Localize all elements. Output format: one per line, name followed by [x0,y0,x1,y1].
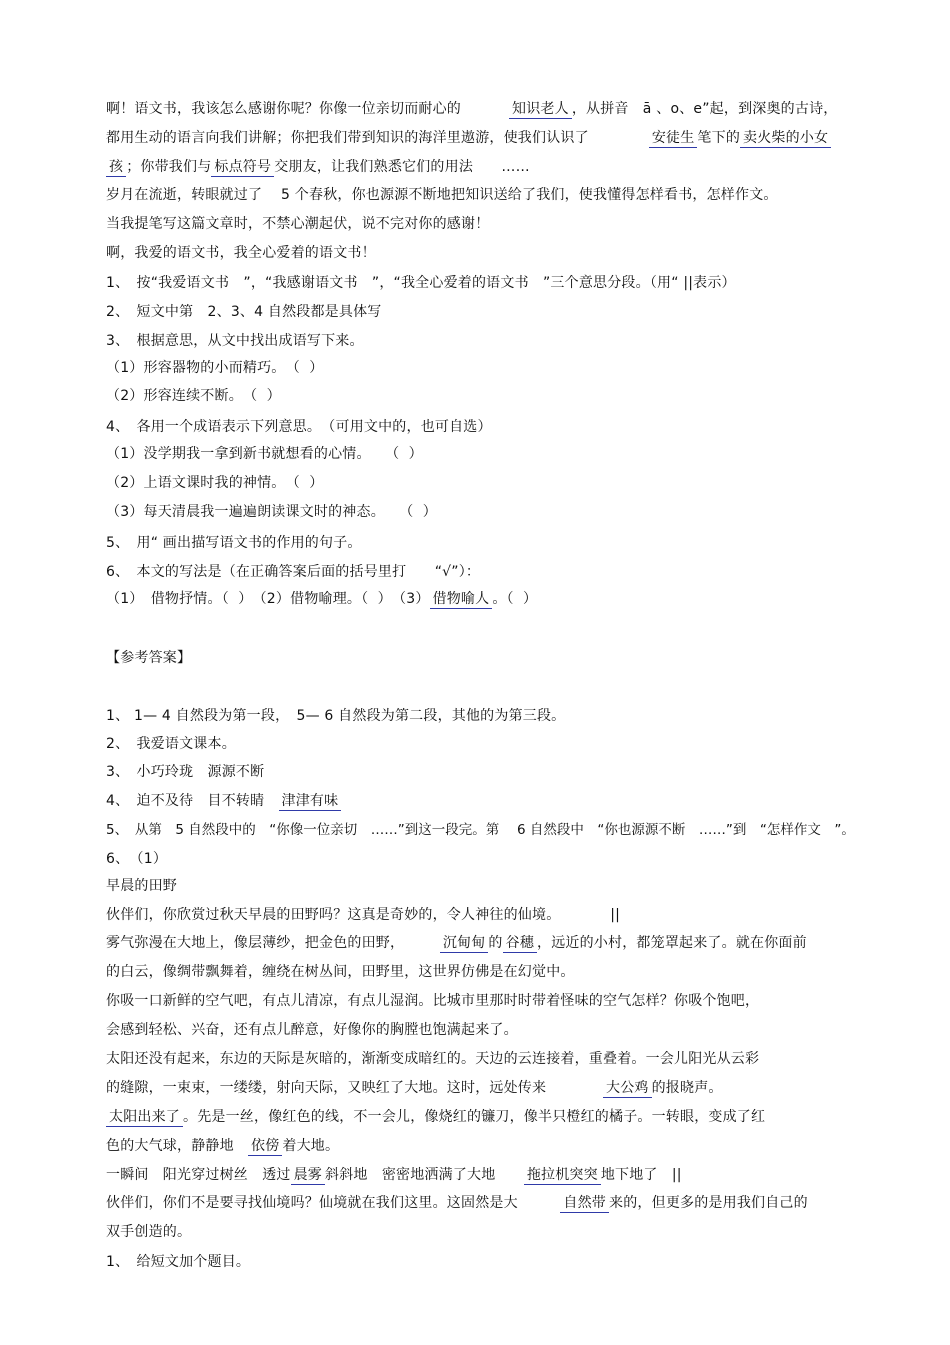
fill-blank-answer: 借物喻人 [430,590,493,609]
passage2-line-2: 雾气弥漫在大地上，像层薄纱，把金色的田野， 沉甸甸 的 谷穗 ，远近的小村，都笼罩起来了。就在你面前 [106,935,807,951]
passage1-line-3: 孩 ；你带我们与 标点符号 交朋友，让我们熟悉它们的用法 …… [106,157,530,177]
question-3-item-1: （1）形容器物的小而精巧。 （ ） [106,360,324,376]
passage1-line-4: 岁月在流逝，转眼就过了 5 个春秋，你也源源不断地把知识送给了我们，使我懂得怎样看书，怎样作文。 [106,187,778,203]
passage1-line-6: 啊，我爱的语文书，我全心爱着的语文书！ [106,245,376,261]
question-2: 2、 短文中第 2、3、4 自然段都是具体写 [106,304,382,320]
passage2-line-3: 的白云，像绸带飘舞着，缠绕在树丛间，田野里，这世界仿佛是在幻觉中。 [106,964,575,980]
passage2-title: 早晨的田野 [106,878,177,894]
passage2-line-8: 太阳出来了 。先是一丝，像红色的线，不一会儿，像烧红的镰刀，像半只橙红的橘子。一转眼，变成了红 [106,1107,765,1127]
question2-1: 1、 给短文加个题目。 [106,1254,251,1270]
question-4: 4、 各用一个成语表示下列意思。 （可用文中的，也可自选） [106,419,492,435]
passage2-line-4: 你吸一口新鲜的空气吧，有点儿清凉，有点儿湿润。比城市里那时时带着怪味的空气怎样？你吸个饱吧， [106,993,760,1009]
question-3-item-2: （2）形容连续不断。 （ ） [106,388,281,404]
answer-6: 6、 （1） [106,851,168,867]
passage2-line-1: 伙伴们，你欣赏过秋天早晨的田野吗？这真是奇妙的，令人神往的仙境。 || [106,907,621,923]
fill-blank-answer: 太阳出来了 [106,1108,183,1127]
passage1-line-1: 啊！语文书，我该怎么感谢你呢？你像一位亲切而耐心的 知识老人 ，从拼音 ā 、o、e”起，到深奥的古诗， [106,101,838,117]
fill-blank-answer: 依傍 [248,1137,282,1156]
passage2-line-9: 色的大气球，静静地 依傍 着大地。 [106,1138,340,1154]
fill-blank-answer: 津津有味 [279,792,342,811]
fill-blank-answer: 谷穗 [503,934,537,953]
fill-blank-answer: 知识老人 [509,100,572,119]
question-4-item-3: （3）每天清晨我一遍遍朗读课文时的神态。 （ ） [106,504,438,520]
passage1-line-2: 都用生动的语言向我们讲解；你把我们带到知识的海洋里遨游，使我们认识了 安徒生 笔下的 卖火柴的小女 [106,128,831,148]
fill-blank-answer: 安徒生 [649,129,698,148]
fill-blank-answer: 沉甸甸 [440,934,489,953]
answer-5: 5、 从第 5 自然段中的 “你像一位亲切 ……”到这一段完。第 6 自然段中 “你也源源不断 ……”到 “怎样作文 ”。 [106,822,855,838]
question-6-options: （1） 借物抒情。（ ） （2）借物喻理。（ ） （3） 借物喻人 。（ ） [106,591,538,607]
answer-2: 2、 我爱语文课本。 [106,736,236,752]
question-5: 5、 用“ 画出描写语文书的作用的句子。 [106,535,362,551]
fill-blank-answer: 自然带 [560,1194,609,1213]
fill-blank-answer: 标点符号 [211,158,274,177]
fill-blank-answer: 拖拉机突突 [524,1166,601,1185]
passage2-line-10: 一瞬间 阳光穿过树丝 透过 晨雾 斜斜地 密密地洒满了大地 拖拉机突突 地下地了 || [106,1167,682,1183]
question-3: 3、 根据意思，从文中找出成语写下来。 [106,333,364,349]
fill-blank-answer: 孩 [106,158,126,177]
passage2-line-6: 太阳还没有起来，东边的天际是灰暗的，渐渐变成暗红的。天边的云连接着，重叠着。一会儿阳光从云彩 [106,1051,760,1067]
passage2-line-11: 伙伴们，你们不是要寻找仙境吗？仙境就在我们这里。这固然是大 自然带 来的，但更多的是用我们自己的 [106,1195,808,1211]
fill-blank-answer: 卖火柴的小女 [740,129,831,148]
fill-blank-answer: 大公鸡 [603,1079,652,1098]
passage2-line-7: 的缝隙，一束束，一缕缕，射向天际，又映红了大地。这时，远处传来 大公鸡 的报晓声。 [106,1080,723,1096]
question-4-item-1: （1）没学期我一拿到新书就想看的心情。 （ ） [106,446,423,462]
fill-blank-answer: 晨雾 [291,1166,325,1185]
answer-3: 3、 小巧玲珑 源源不断 [106,764,265,780]
answers-heading: 【参考答案】 [106,650,192,666]
question-6: 6、 本文的写法是（在正确答案后面的括号里打 “√”）： [106,564,481,580]
passage2-line-12: 双手创造的。 [106,1224,192,1240]
answer-4: 4、 迫不及待 目不转睛 津津有味 [106,791,341,811]
passage2-line-5: 会感到轻松、兴奋，还有点儿醉意，好像你的胸膛也饱满起来了。 [106,1022,518,1038]
question-1: 1、 按“我爱语文书 ”，“我感谢语文书 ”，“我全心爱着的语文书 ”三个意思分段。（用“ ||表示） [106,275,736,291]
passage1-line-5: 当我提笔写这篇文章时，不禁心潮起伏，说不完对你的感谢！ [106,216,490,232]
answer-1: 1、 1— 4 自然段为第一段， 5— 6 自然段为第二段，其他的为第三段。 [106,708,566,724]
question-4-item-2: （2）上语文课时我的神情。 （ ） [106,475,324,491]
